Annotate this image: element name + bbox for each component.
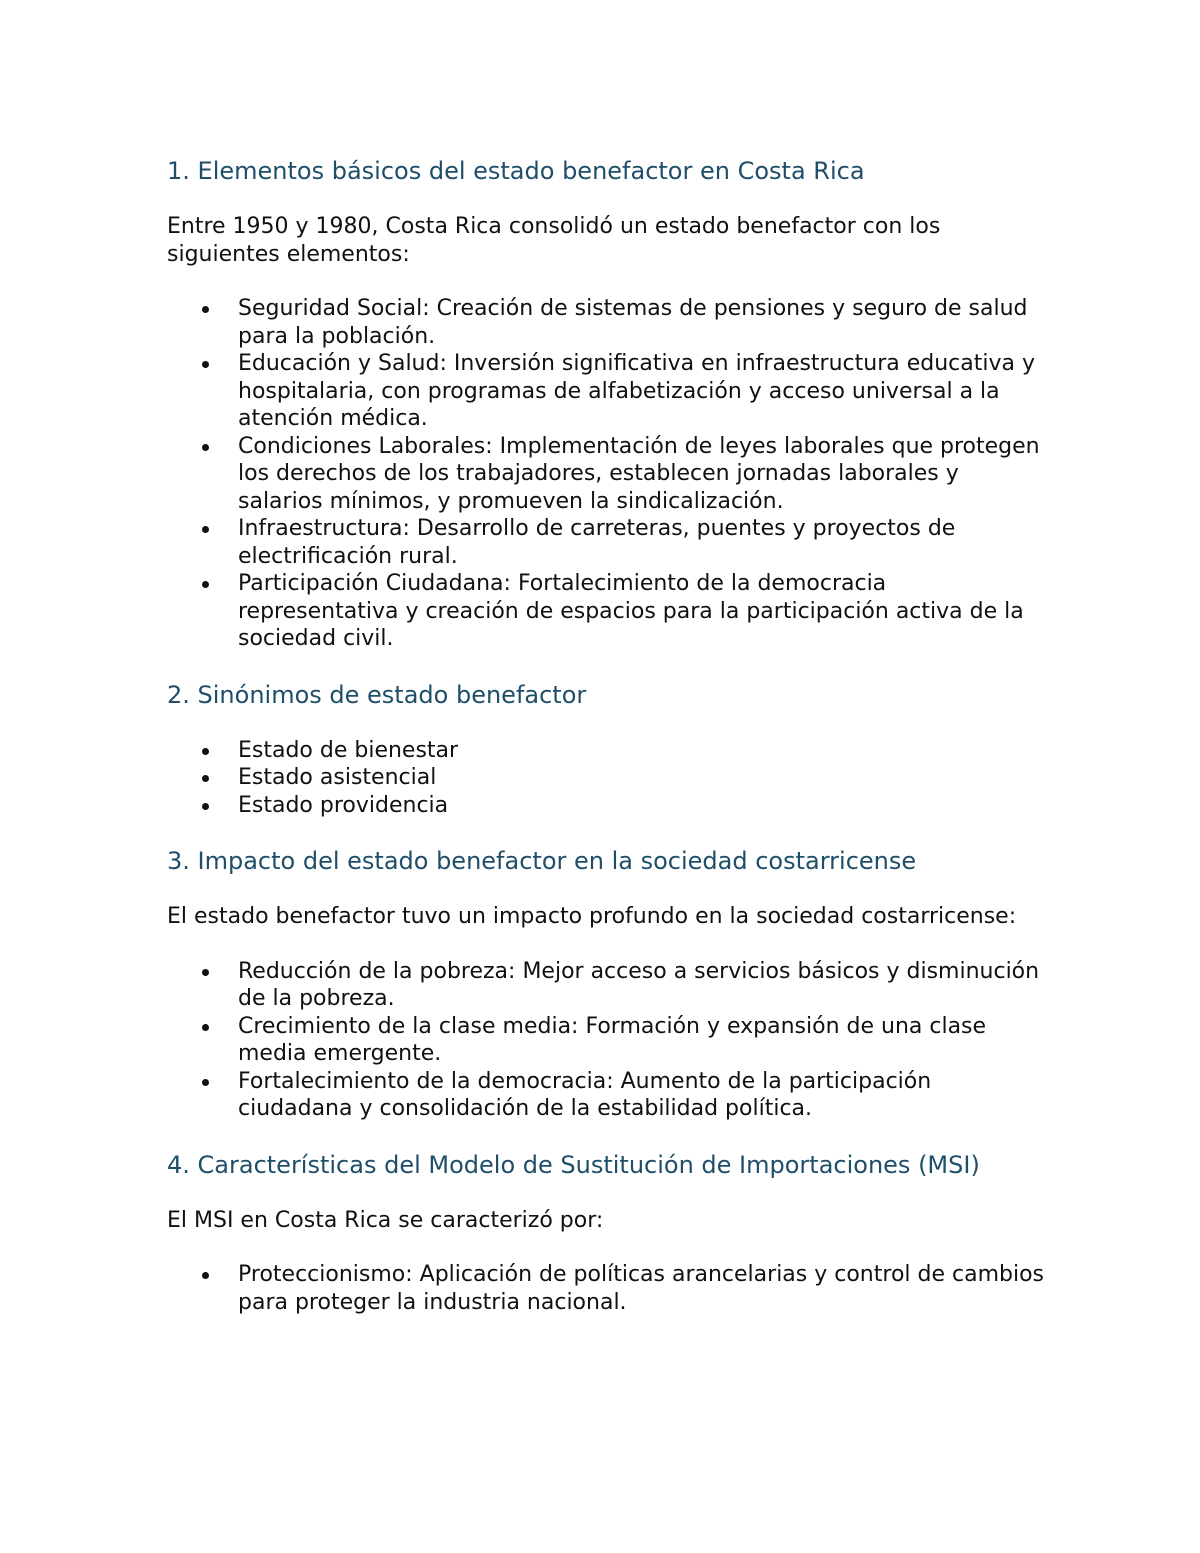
list-item: Participación Ciudadana: Fortalecimiento de la democracia representativa y creación de espacios para la participación activa de la sociedad civil.	[238, 570, 1047, 653]
list-item: Estado providencia	[238, 792, 1047, 820]
bullet-list	[167, 295, 1047, 653]
document-page	[167, 155, 1047, 1316]
list-item: Proteccionismo: Aplicación de políticas arancelarias y control de cambios para proteger la industria nacional.	[238, 1261, 1047, 1316]
list-item: Fortalecimiento de la democracia: Aumento de la participación ciudadana y consolidación de la estabilidad política.	[238, 1068, 1047, 1123]
list-item: Reducción de la pobreza: Mejor acceso a servicios básicos y disminución de la pobreza.	[238, 958, 1047, 1013]
section-intro: El MSI en Costa Rica se caracterizó por:	[167, 1207, 604, 1233]
list-item: Infraestructura: Desarrollo de carreteras, puentes y proyectos de electrificación rural.	[238, 515, 1047, 570]
list-item: Estado asistencial	[238, 764, 1047, 792]
list-item: Estado de bienestar	[238, 737, 1047, 765]
section-heading: 2. Sinónimos de estado benefactor	[167, 680, 587, 709]
bullet-list	[167, 1261, 1047, 1316]
section-heading: 1. Elementos básicos del estado benefactor en Costa Rica	[167, 157, 865, 185]
section-intro: Entre 1950 y 1980, Costa Rica consolidó un estado benefactor con los siguientes elementos:	[167, 214, 941, 267]
list-item: Seguridad Social: Creación de sistemas de pensiones y seguro de salud para la población.	[238, 295, 1047, 350]
list-item: Condiciones Laborales: Implementación de leyes laborales que protegen los derechos de los trabajadores, establecen jornadas laborales y salarios mínimos, y promueven la sindicalización.	[238, 433, 1047, 516]
section-intro: El estado benefactor tuvo un impacto profundo en la sociedad costarricense:	[167, 904, 1017, 929]
section-heading: 3. Impacto del estado benefactor en la sociedad costarricense	[167, 847, 917, 875]
list-item: Crecimiento de la clase media: Formación y expansión de una clase media emergente.	[238, 1013, 1047, 1068]
bullet-list	[167, 737, 1047, 820]
bullet-list	[167, 958, 1047, 1123]
section-heading: 4. Características del Modelo de Sustitución de Importaciones (MSI)	[167, 1150, 980, 1179]
list-item: Educación y Salud: Inversión significativa en infraestructura educativa y hospitalaria, con programas de alfabetización y acceso universal a la atención médica.	[238, 350, 1047, 433]
